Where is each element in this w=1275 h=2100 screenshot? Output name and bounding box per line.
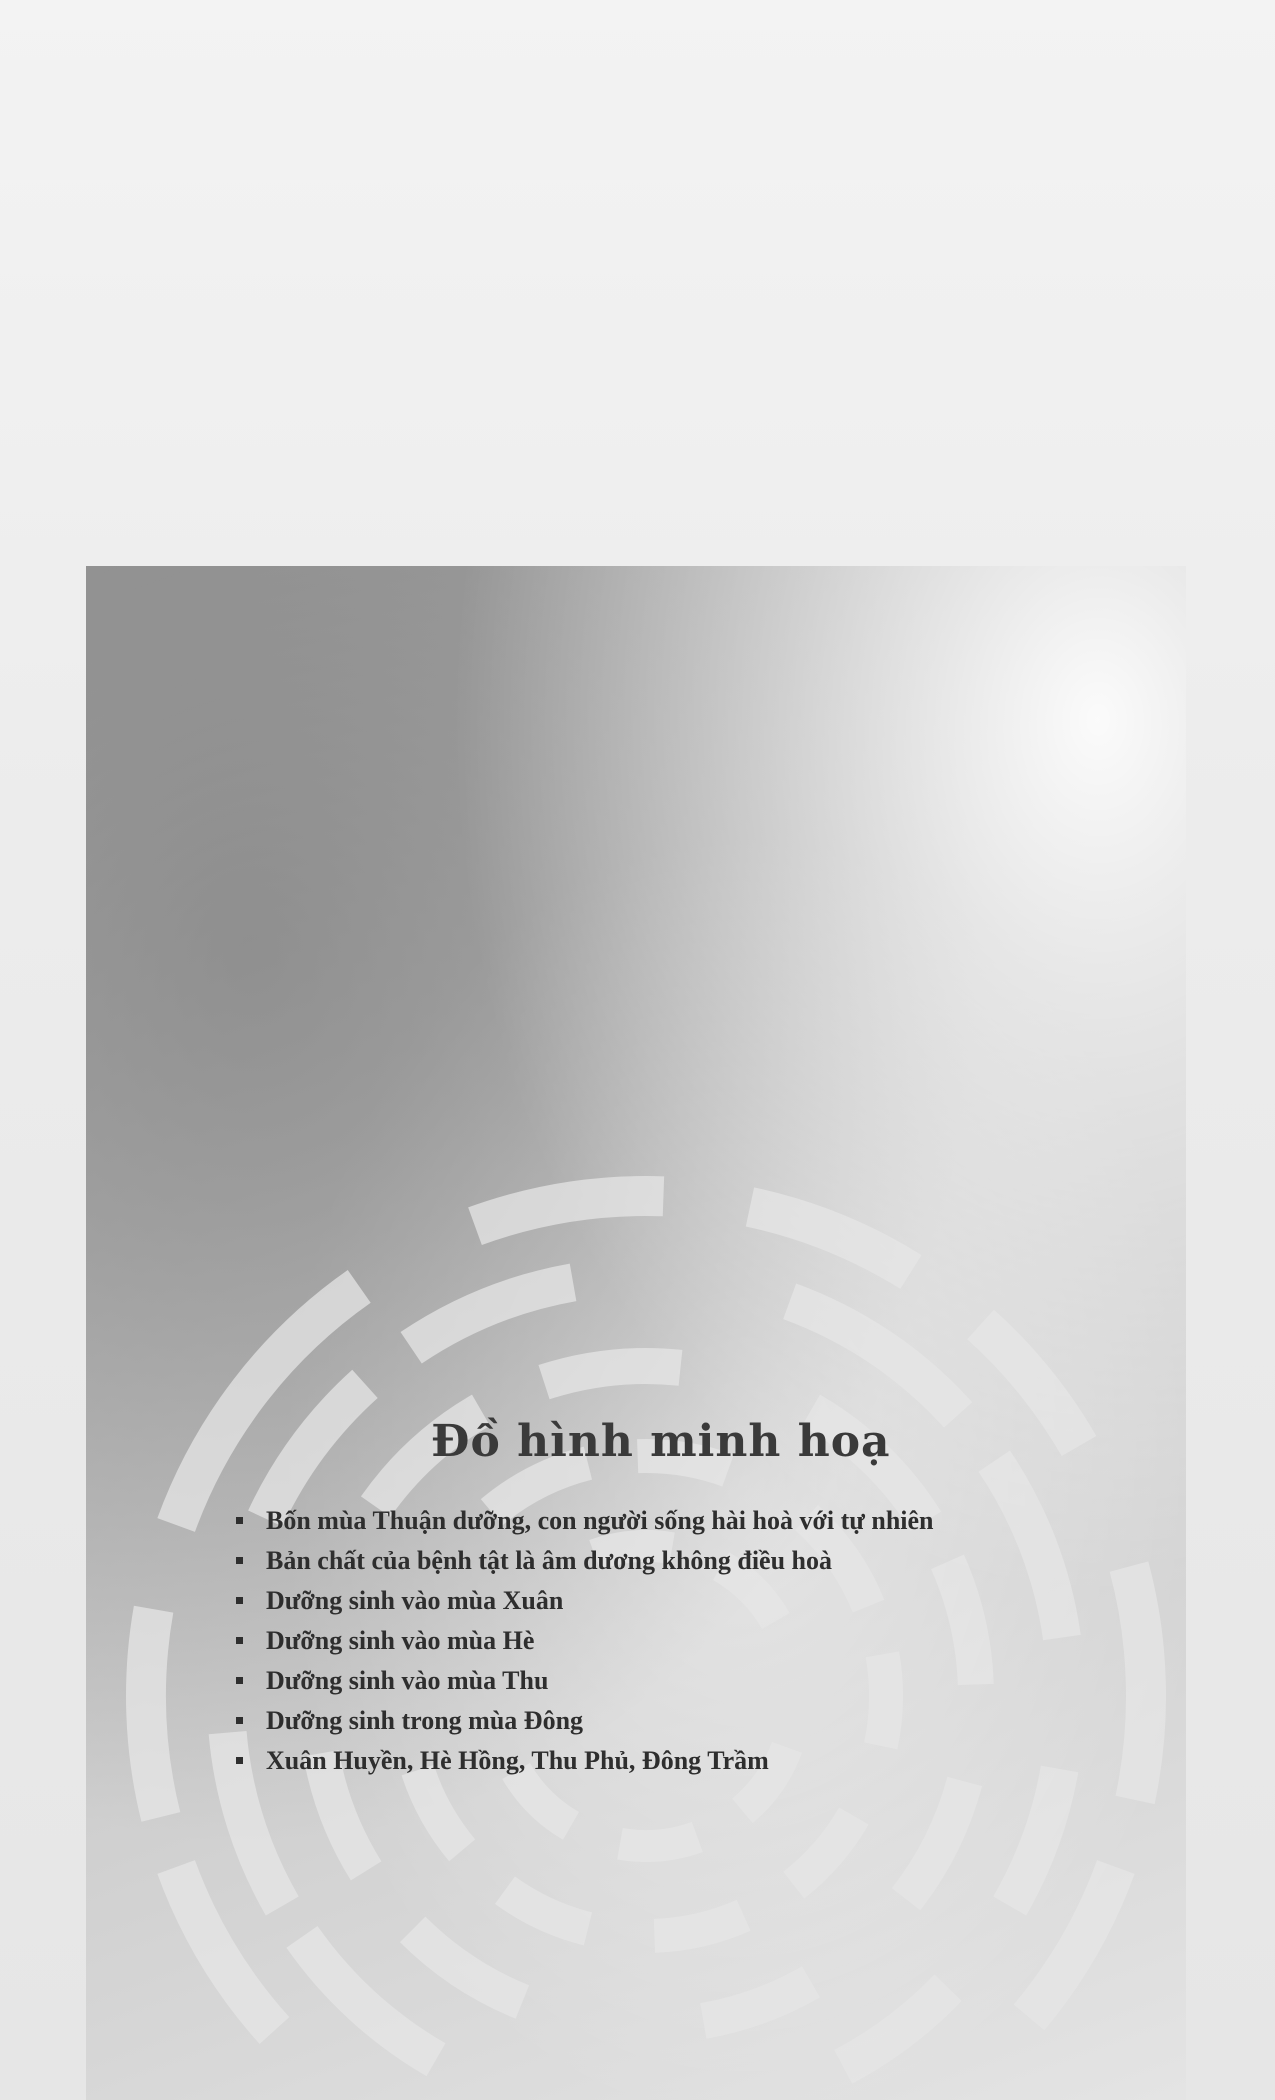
list-item: Dưỡng sinh trong mùa Đông [236,1701,934,1741]
bullet-icon [236,1637,243,1644]
arc-segment [1010,1769,1060,1906]
arc-segment [544,1366,680,1382]
arc-segment [654,1915,743,1936]
arc-segment [994,1461,1062,1637]
bullet-icon [236,1717,243,1724]
arc-segment [411,1282,573,1347]
arc-segment [418,1770,462,1850]
list-item: Dưỡng sinh vào mùa Thu [236,1661,934,1701]
arc-segment [790,1301,958,1415]
bullet-icon [236,1597,243,1604]
bullet-icon [236,1557,243,1564]
arc-segment [620,1837,697,1846]
arc-segment [413,1929,523,2002]
illustration-list [236,1501,934,1781]
list-item: Xuân Huyền, Hè Hồng, Thu Phủ, Đông Trầm [236,1741,934,1781]
bullet-icon [236,1517,243,1524]
arc-segment [1129,1567,1146,1800]
arc-segment [146,1609,161,1817]
list-item: Dưỡng sinh vào mùa Hè [236,1621,934,1661]
arc-segment [906,1781,965,1899]
arc-segment [265,1384,365,1519]
list-item: Dưỡng sinh vào mùa Xuân [236,1581,934,1621]
list-item: Bốn mùa Thuận dưỡng, con người sống hài hoà với tự nhiên [236,1501,934,1541]
arc-segment [947,1562,975,1685]
bullet-icon [236,1677,243,1684]
page-title: Đồ hình minh hoạ [431,1416,891,1467]
list-item: Bản chất của bệnh tật là âm dương không điều hoà [236,1541,934,1581]
illustration-panel [86,566,1186,2100]
arc-segment [981,1324,1079,1446]
concentric-arc-pattern [86,566,1186,2100]
arc-segment [794,1816,854,1885]
bullet-icon [236,1757,243,1764]
arc-segment [475,1196,663,1226]
arc-segment [505,1890,588,1929]
arc-segment [750,1207,911,1272]
arc-segment [843,1988,948,2067]
arc-segment [703,1982,811,2021]
arc-segment [1029,1867,1116,2017]
